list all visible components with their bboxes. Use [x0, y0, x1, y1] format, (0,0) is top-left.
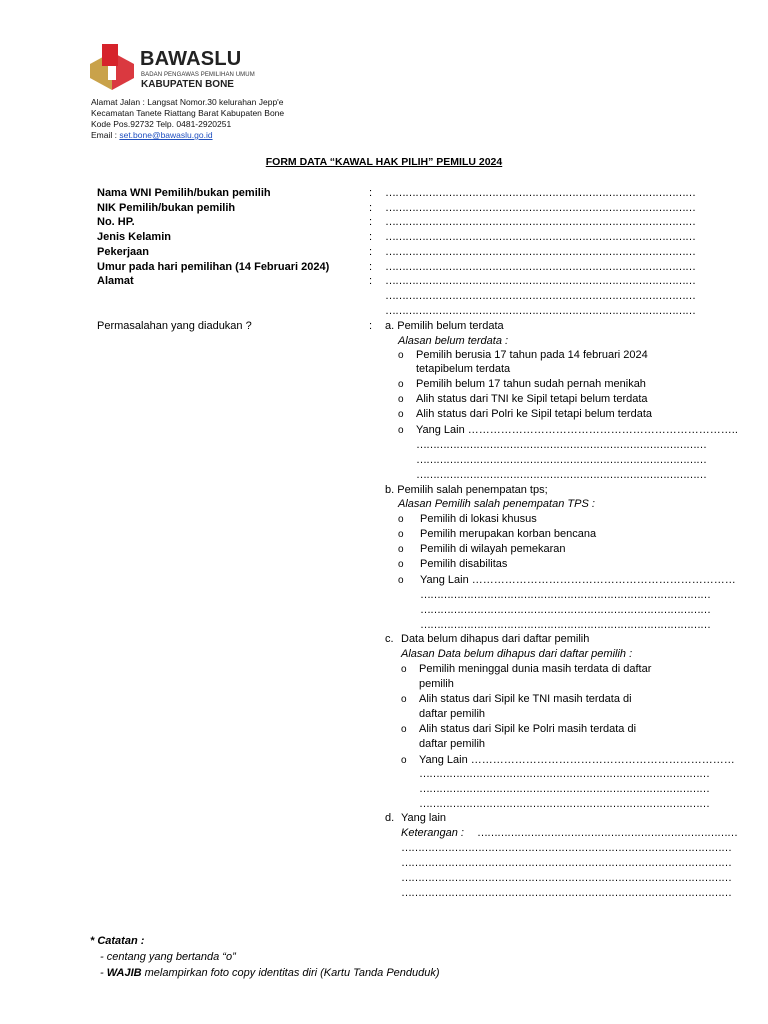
option-text: Alih status dari Sipil ke Polri masih terdata di	[419, 723, 637, 735]
option-text: Pemilih merupakan korban bencana	[420, 528, 597, 540]
footnote-line: - centang yang bertanda “o”	[100, 951, 236, 963]
field-colon: :	[369, 187, 373, 199]
option-text: Alih status dari Sipil ke TNI masih terdata di	[419, 693, 632, 705]
option-text-yang-lain[interactable]: Yang Lain ………………………………………………………………	[420, 574, 736, 586]
checkbox-bullet[interactable]: o	[398, 559, 404, 570]
checkbox-bullet[interactable]: o	[401, 664, 407, 675]
logo-subtitle: BADAN PENGAWAS PEMILIHAN UMUM	[141, 72, 255, 78]
email-line	[91, 130, 284, 141]
fill-line[interactable]: ………………………………………………………………………………………	[401, 857, 731, 869]
checkbox-bullet[interactable]: o	[401, 694, 407, 705]
section-c-letter: c.	[385, 633, 394, 645]
field-input-jenis-kelamin[interactable]: …………………………………………………………………………………	[385, 231, 695, 243]
option-text: Pemilih di lokasi khusus	[420, 513, 537, 525]
section-c-reason: Alasan Data belum dihapus dari daftar pemilih :	[401, 648, 633, 660]
field-colon: :	[369, 231, 373, 243]
section-d-letter: d.	[385, 812, 395, 824]
section-a-reason: Alasan belum terdata :	[398, 335, 509, 347]
fill-line[interactable]: ……………………………………………………………………………	[419, 798, 709, 810]
checkbox-bullet[interactable]: o	[398, 544, 404, 555]
field-colon: :	[369, 216, 373, 228]
footnote-title: * Catatan :	[90, 935, 145, 947]
bawaslu-emblem-icon	[88, 44, 138, 96]
option-text: Pemilih meninggal dunia masih terdata di daftar	[419, 663, 652, 675]
option-text: Pemilih di wilayah pemekaran	[420, 543, 566, 555]
field-input-pekerjaan[interactable]: …………………………………………………………………………………	[385, 246, 695, 258]
checkbox-bullet[interactable]: o	[398, 350, 404, 361]
field-input-nama[interactable]: …………………………………………………………………………………	[385, 187, 695, 199]
field-label: Pekerjaan	[97, 246, 149, 258]
address-block	[91, 97, 284, 141]
field-label: No. HP.	[97, 216, 135, 228]
option-text: daftar pemilih	[419, 708, 486, 720]
checkbox-bullet[interactable]: o	[398, 394, 404, 405]
field-label: Umur pada hari pemilihan (14 Februari 2024)	[97, 261, 330, 273]
fill-line[interactable]: ……………………………………………………………………………	[419, 783, 709, 795]
option-text: daftar pemilih	[419, 738, 486, 750]
checkbox-bullet[interactable]: o	[401, 724, 407, 735]
option-text: Alih status dari TNI ke Sipil tetapi belum terdata	[416, 393, 648, 405]
section-b-reason: Alasan Pemilih salah penempatan TPS :	[398, 498, 595, 510]
fill-line[interactable]: ……………………………………………………………………………	[419, 768, 709, 780]
checkbox-bullet[interactable]: o	[398, 514, 404, 525]
email-label: Email :	[91, 130, 120, 140]
option-text-yang-lain[interactable]: Yang Lain ………………………………………………………………..	[416, 424, 738, 436]
section-c-title: Data belum dihapus dari daftar pemilih	[401, 633, 590, 645]
checkbox-bullet[interactable]: o	[398, 575, 404, 586]
field-colon: :	[369, 202, 373, 214]
field-input-alamat[interactable]: …………………………………………………………………………………	[385, 275, 695, 287]
fill-line[interactable]: ………………………………………………………………………………………	[401, 842, 731, 854]
option-text: Alih status dari Polri ke Sipil tetapi belum terdata	[416, 408, 653, 420]
checkbox-bullet[interactable]: o	[398, 409, 404, 420]
fill-line[interactable]: ……………………………………………………………………………	[416, 454, 706, 466]
footnote-prefix: -	[100, 967, 107, 979]
checkbox-bullet[interactable]: o	[398, 529, 404, 540]
fill-line[interactable]: ……………………………………………………………………	[477, 827, 737, 839]
field-colon: :	[369, 261, 373, 273]
field-label: NIK Pemilih/bukan pemilih	[97, 202, 236, 214]
address-line: Kode Pos.92732 Telp. 0481-2920251	[91, 119, 232, 129]
field-colon: :	[369, 275, 373, 287]
field-input-umur[interactable]: …………………………………………………………………………………	[385, 261, 695, 273]
field-input-nik[interactable]: …………………………………………………………………………………	[385, 202, 695, 214]
option-text: pemilih	[419, 678, 454, 690]
form-title: FORM DATA “KAWAL HAK PILIH” PEMILU 2024	[265, 156, 503, 168]
fill-line[interactable]: ……………………………………………………………………………	[416, 439, 706, 451]
bawaslu-logo	[88, 44, 288, 100]
checkbox-bullet[interactable]: o	[401, 755, 407, 766]
option-text-yang-lain[interactable]: Yang Lain ………………………………………………………………	[419, 754, 735, 766]
field-label: Nama WNI Pemilih/bukan pemilih	[97, 187, 271, 199]
field-label: Jenis Kelamin	[97, 231, 171, 243]
field-input-alamat-line[interactable]: …………………………………………………………………………………	[385, 305, 695, 317]
email-link[interactable]: set.bone@bawaslu.go.id	[119, 130, 213, 140]
option-text: Pemilih belum 17 tahun sudah pernah menikah	[416, 378, 646, 390]
footnote-line	[100, 967, 440, 979]
issue-colon: :	[369, 320, 373, 332]
address-line: Kecamatan Tanete Riattang Barat Kabupaten Bone	[91, 108, 285, 118]
checkbox-bullet[interactable]: o	[398, 379, 404, 390]
fill-line[interactable]: ……………………………………………………………………………	[420, 589, 710, 601]
field-colon: :	[369, 246, 373, 258]
field-label: Alamat	[97, 275, 134, 287]
section-a-title: a. Pemilih belum terdata	[385, 320, 504, 332]
issue-label: Permasalahan yang diadukan ?	[97, 320, 252, 332]
fill-line[interactable]: ……………………………………………………………………………	[420, 604, 710, 616]
option-text: Pemilih berusia 17 tahun pada 14 februari 2024	[416, 349, 648, 361]
footnote-wajib: WAJIB	[106, 967, 142, 979]
field-input-alamat-line[interactable]: …………………………………………………………………………………	[385, 290, 695, 302]
checkbox-bullet[interactable]: o	[398, 425, 404, 436]
footnote-rest: melampirkan foto copy identitas diri (Kartu Tanda Penduduk)	[141, 967, 440, 979]
logo-region: KABUPATEN BONE	[141, 79, 234, 90]
option-text: Pemilih disabilitas	[420, 558, 508, 570]
section-d-note-label: Keterangan :	[401, 827, 464, 839]
logo-title: BAWASLU	[140, 48, 242, 70]
address-line: Alamat Jalan : Langsat Nomor.30 kelurahan Jepp'e	[91, 97, 284, 107]
fill-line[interactable]: ………………………………………………………………………………………	[401, 887, 731, 899]
fill-line[interactable]: ………………………………………………………………………………………	[401, 872, 731, 884]
fill-line[interactable]: ……………………………………………………………………………	[420, 619, 710, 631]
fill-line[interactable]: ……………………………………………………………………………	[416, 469, 706, 481]
section-d-title: Yang lain	[401, 812, 447, 824]
option-text: tetapibelum terdata	[416, 363, 511, 375]
section-b-title: b. Pemilih salah penempatan tps;	[385, 484, 548, 496]
field-input-hp[interactable]: …………………………………………………………………………………	[385, 216, 695, 228]
